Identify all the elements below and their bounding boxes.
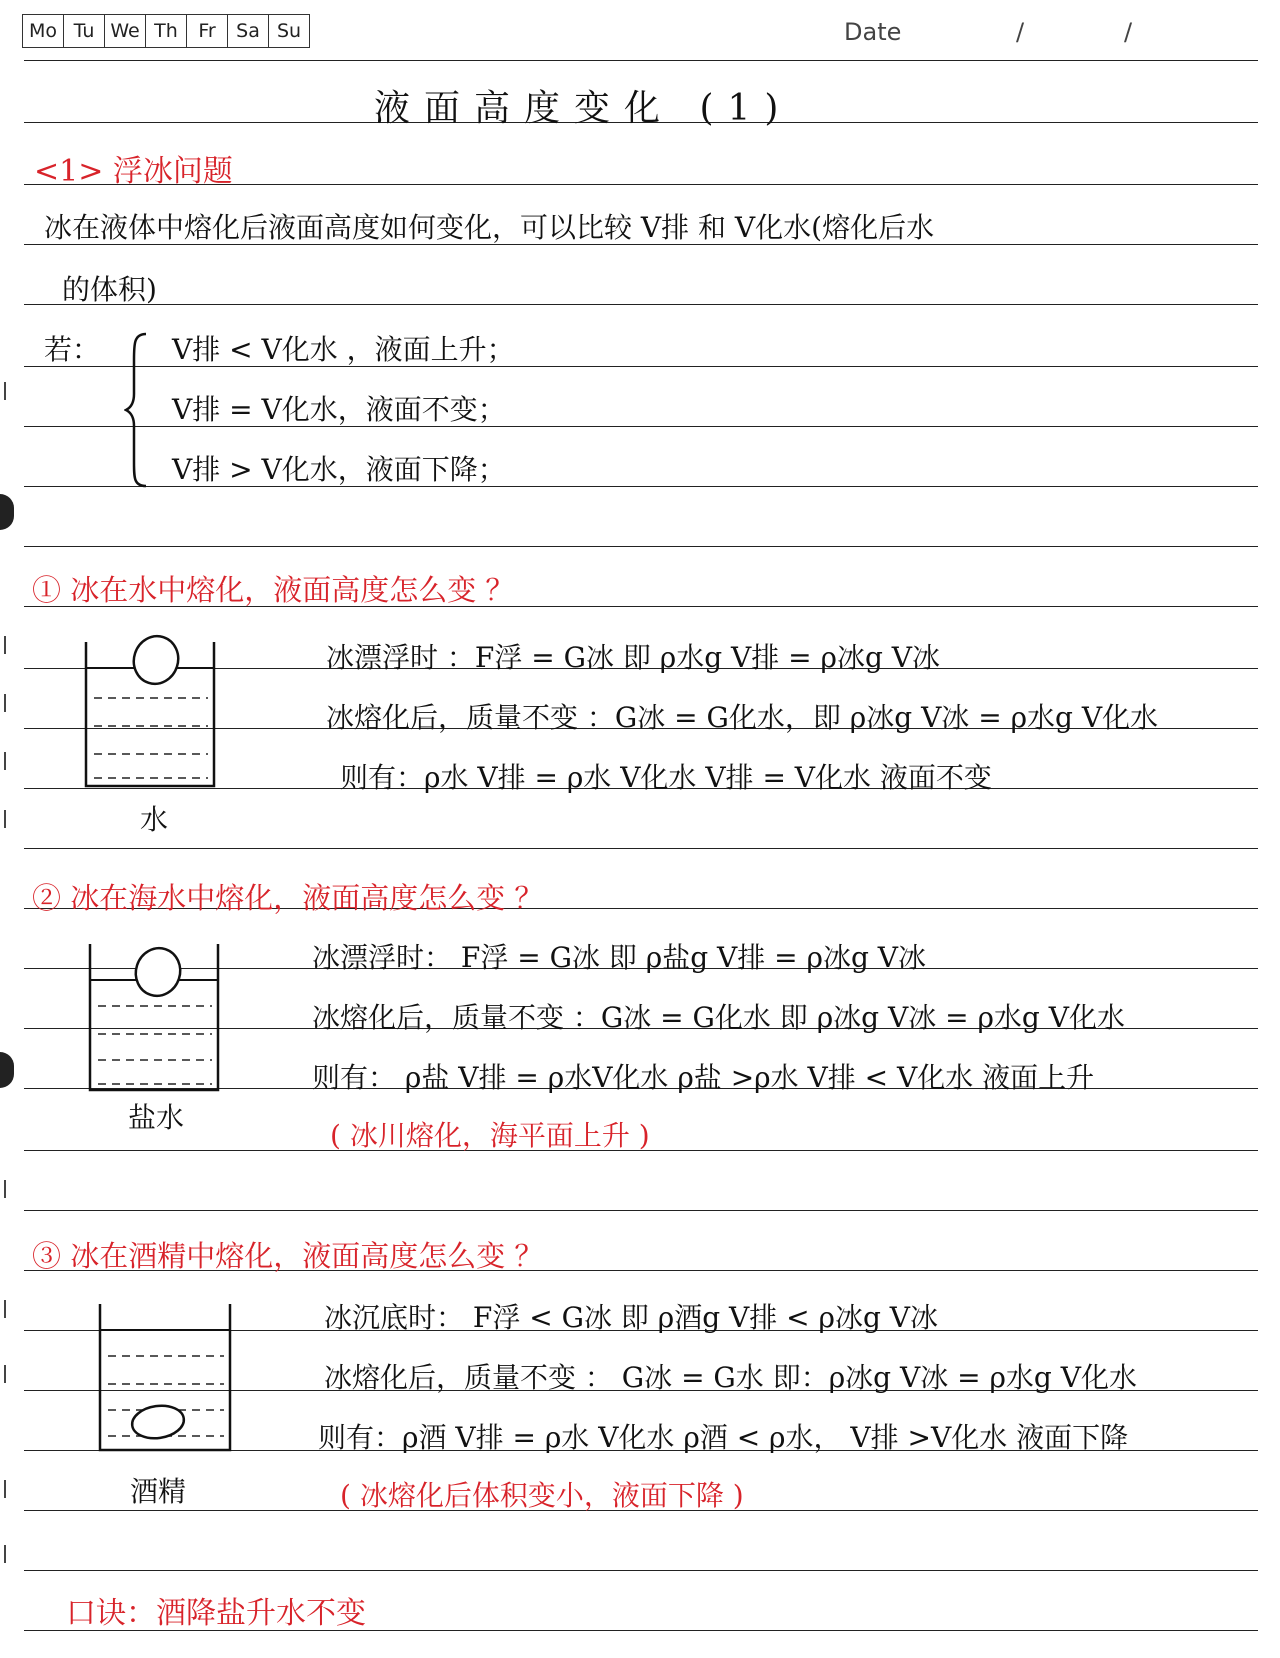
ruled-line	[24, 1210, 1258, 1211]
q2-line-3: 则有： ρ盐 V排 = ρ水V化水 ρ盐 >ρ水 V排 < V化水 液面上升	[312, 1061, 1095, 1094]
case-equal: V排 = V化水，液面不变；	[172, 393, 506, 426]
water-container-diagram	[80, 626, 220, 796]
curly-brace-icon	[124, 330, 150, 490]
weekday-mo: Mo	[23, 15, 64, 47]
mnemonic: 口诀：酒降盐升水不变	[66, 1596, 366, 1631]
weekday-th: Th	[146, 15, 187, 47]
intro-line-1: 冰在液体中熔化后液面高度如何变化，可以比较 V排 和 V化水(熔化后水	[44, 211, 935, 244]
q3-line-2: 冰熔化后，质量不变 ： G冰 = G水 即：ρ冰g V冰 = ρ水g V化水	[324, 1361, 1137, 1394]
ruled-line	[24, 60, 1258, 61]
water-label: 水	[140, 803, 169, 836]
q2-heading: ② 冰在海水中熔化，液面高度怎么变 ？	[32, 881, 544, 915]
ruled-line	[24, 304, 1258, 305]
case-less: V排 < V化水 ，液面上升；	[172, 333, 515, 366]
ruled-line	[24, 848, 1258, 849]
q1-line-3: 则有：ρ水 V排 = ρ水 V化水 V排 = V化水 液面不变	[340, 761, 992, 794]
if-label: 若：	[44, 333, 101, 366]
q2-note: ( 冰川熔化，海平面上升 )	[330, 1119, 650, 1152]
intro-line-2: 的体积)	[62, 273, 157, 306]
alcohol-container-diagram	[94, 1300, 236, 1460]
page-title: 液面高度变化 (1)	[374, 88, 793, 129]
date-slash-2: /	[1124, 18, 1133, 46]
q1-line-2: 冰熔化后，质量不变 ：G冰 = G化水，即 ρ冰g V冰 = ρ水g V化水	[326, 701, 1159, 734]
margin-tick	[4, 1300, 6, 1318]
saltwater-container-diagram	[84, 940, 224, 1100]
alcohol-label: 酒精	[130, 1475, 187, 1508]
margin-tick	[4, 1480, 6, 1498]
ruled-line	[24, 546, 1258, 547]
case-greater: V排 > V化水，液面下降；	[172, 453, 506, 486]
q1-line-1: 冰漂浮时 ：F浮 = G冰 即 ρ水g V排 = ρ冰g V冰	[326, 641, 941, 674]
saltwater-label: 盐水	[128, 1101, 185, 1134]
section-heading: <1> 浮冰问题	[34, 154, 233, 189]
weekday-tu: Tu	[64, 15, 105, 47]
margin-tick	[4, 1365, 6, 1383]
margin-tick	[4, 382, 6, 400]
date-slash-1: /	[1016, 18, 1025, 46]
weekday-fr: Fr	[187, 15, 228, 47]
q3-line-3: 则有：ρ酒 V排 = ρ水 V化水 ρ酒 < ρ水， V排 >V化水 液面下降	[318, 1421, 1129, 1454]
margin-tick	[4, 1545, 6, 1563]
q3-note: ( 冰熔化后体积变小，液面下降 )	[340, 1479, 744, 1512]
punch-hole	[0, 494, 14, 530]
weekday-su: Su	[276, 20, 302, 42]
q2-line-2: 冰熔化后，质量不变 ：G冰 = G化水 即 ρ冰g V冰 = ρ水g V化水	[312, 1001, 1125, 1034]
q3-line-1: 冰沉底时： F浮 < G冰 即 ρ酒g V排 < ρ冰g V冰	[324, 1301, 939, 1334]
weekday-boxes	[22, 14, 310, 48]
weekday-we: We	[105, 15, 146, 47]
weekday-sa: Sa	[228, 15, 269, 47]
q1-heading: ① 冰在水中熔化，液面高度怎么变 ？	[32, 573, 515, 607]
margin-tick	[4, 694, 6, 712]
q2-line-1: 冰漂浮时： F浮 = G冰 即 ρ盐g V排 = ρ冰g V冰	[312, 941, 927, 974]
ruled-line	[24, 1570, 1258, 1571]
date-label: Date	[844, 18, 902, 46]
margin-tick	[4, 752, 6, 770]
punch-hole	[0, 1052, 14, 1088]
margin-tick	[4, 810, 6, 828]
q3-heading: ③ 冰在酒精中熔化，液面高度怎么变 ？	[32, 1239, 544, 1273]
margin-tick	[4, 636, 6, 654]
margin-tick	[4, 1180, 6, 1198]
